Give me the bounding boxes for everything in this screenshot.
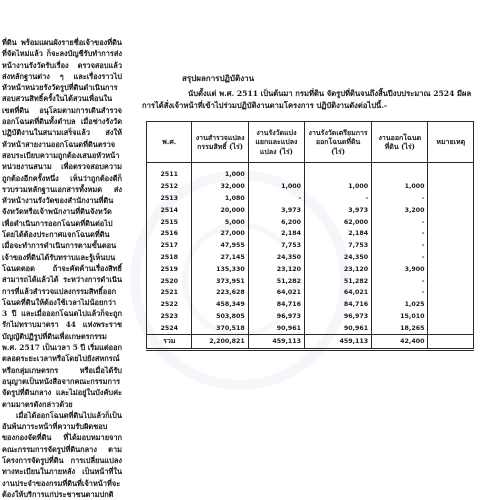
cell-remarks [428,287,474,299]
cell-year: 2512 [147,181,192,193]
cell-survey: 223,628 [192,287,248,299]
cell-survey: 135,330 [192,263,248,275]
cell-survey: 373,951 [192,275,248,287]
cell-remarks [428,263,474,275]
body-paragraph: ที่ดิน พร้อมแผนผังรายชื่อเจ้าของที่ดินที่จัดไหม่แล้ว ก็จะลงบัญชีรับทำการส่งหน้างานรังวัดรับเรื่อง ตรวจสอบแล้วส่งหลักฐานต่าง ๆ และเรื่องราวไปหัวหน้าหน่วยรังวัดรูปที่ดินดำเนินการ สอบสวนสิทธิ์ครั้งในได้สวนเพื่อนในเขตที่ดิน อนุโลมตามการเดินสำรวจออกโฉนดที่ดินทั้งตำบล เมื่อช่างรังวัดปฏิบัติงานในสนามเสร็จแล้ว ส่งให้หัวหน้าสายงานออกโฉนดที่ดินตรวจสอบระเบียบความถูกต้องเสนอหัวหน้าหน่วยงานสนาม เพื่อตรวจสอบความถูกต้องอีกครั้งหนึ่ง เห็นว่าถูกต้องดีก็รวบรวมหลักฐานเอกสารทั้งหมด ส่งหัวหน้างานรังวัดของสำนักงานที่ดินจังหวัดหรือเจ้าพนักงานที่ดินจังหวัดเพื่อดำเนินการออกโฉนดที่ดินต่อไป โดยได้ต้องประกาศแจกโฉนดที่ดิน เมื่อจะทำการดำเนินการตามขั้นตอนเจ้าของที่ดินได้รับทราบและรู้เห็นบนโฉนดตอด ถ้าจะคัดค้านเรื่องสิทธิ์สามารถได้แล้วได้ ระหว่างการดำเนินการที่แล้วสำรวจแปลงกรรมสิทธิ์ออกโฉนดที่ดินให้ต้องใช้เวลาไม่น้อยกว่า 3 ปี และเมื่อออกโฉนดไปแล้วก็จะถูกรักไม่ทราบมาตรา 44 แห่งพระราชบัญญัติปฏิรูปที่ดินเพื่อเกษตรกรรม พ.ศ. 2517 เป็นเวลา 5 ปี เริ่มแต่ออกตลอดระยะเวลาหรือโดยไปยังสหกรณ์ หรือกลุ่มเกษตรกร หรือเมื่อได้รับอนุญาตเป็นหนังสือจากคณะกรรมการจัดรูปที่ดินกลาง และไม่อยู่ในบังคับค่ะตามมาตรดังกล่าวด้วย [2,38,122,409]
cell-remarks [428,181,474,193]
table-row [147,263,474,275]
cell-year: 2520 [147,275,192,287]
cell-deed-prep: 96,973 [305,311,372,323]
cell-deed-issue: 1,000 [372,181,428,193]
cell-survey: 458,349 [192,299,248,311]
cell-year: 2522 [147,299,192,311]
header-subdivision: งานรังวัดแบ่งแยกและแปลงแปลง (ไร่) [248,122,304,163]
cell-deed-issue: - [372,228,428,240]
cell-deed-prep: 51,282 [305,275,372,287]
body-paragraph: เมื่อได้ออกโฉนดที่ดินไปแล้วก็เป็นอันพ้นภาระหน้าที่ความรับผิดชอบของกองจัดที่ดิน ที่ได้มอบหมายจากคณะกรรมการจัดรูปที่ดินกลาง ตามโครงการจัดรูปที่ดิน การเปลี่ยนแปลงทางทะเบียนในภายหลัง เป็นหน้าที่ในงานประจำของกรมที่ดินที่เจ้าหน้าที่จะต้องให้บริการแก่ประชาชนตามปกติ [2,410,122,499]
cell-deed-prep: 24,350 [305,252,372,264]
table-row [147,228,474,240]
cell-remarks [428,299,474,311]
cell-year: 2517 [147,240,192,252]
cell-survey: 27,000 [192,228,248,240]
cell-subdivision: 23,120 [248,263,304,275]
cell-deed-prep: 64,021 [305,287,372,299]
cell-survey: 5,000 [192,216,248,228]
cell-subdivision: 3,973 [248,204,304,216]
total-deed-prep: 459,113 [305,335,372,350]
cell-deed-issue: - [372,216,428,228]
cell-remarks [428,228,474,240]
header-survey: งานสำรวจแปลงกรรมสิทธิ์ (ไร่) [192,122,248,163]
table-row [147,181,474,193]
cell-survey: 370,518 [192,322,248,334]
table-row [147,163,474,181]
cell-subdivision: 6,200 [248,216,304,228]
cell-survey: 47,955 [192,240,248,252]
cell-year: 2521 [147,287,192,299]
results-table [146,121,474,351]
total-remarks [428,335,474,350]
header-deed-prep: งานรังวัดเตรียมการออกโฉนดที่ดิน (ไร่) [305,122,372,163]
cell-subdivision: 24,350 [248,252,304,264]
cell-deed-issue: 15,010 [372,311,428,323]
cell-year: 2519 [147,263,192,275]
cell-deed-issue: - [372,275,428,287]
cell-year: 2515 [147,216,192,228]
cell-deed-prep: 3,973 [305,204,372,216]
cell-deed-issue: - [372,240,428,252]
cell-deed-prep: 1,000 [305,181,372,193]
cell-subdivision: 96,973 [248,311,304,323]
cell-year: 2514 [147,204,192,216]
table-row [147,287,474,299]
cell-remarks [428,275,474,287]
cell-deed-prep [305,163,372,181]
header-remarks: หมายเหตุ [428,122,474,163]
cell-year: 2511 [147,163,192,181]
cell-year: 2513 [147,193,192,205]
summary-intro: นับตั้งแต่ พ.ศ. 2511 เป็นต้นมา กรมที่ดิน จัดรูปที่ดินจนถึงสิ้นปีงบประมาณ 2524 มีผลการได้สั่งเจ้าหน้าที่เข้าไปร่วมปฏิบัติงานตามโครงการ ปฏิบัติงานดังต่อไปนี้.- [142,89,472,110]
cell-deed-prep: 7,753 [305,240,372,252]
cell-survey: 503,805 [192,311,248,323]
table-row [147,216,474,228]
cell-deed-issue: - [372,252,428,264]
cell-deed-prep: 2,184 [305,228,372,240]
cell-year: 2516 [147,228,192,240]
cell-survey: 32,000 [192,181,248,193]
cell-deed-issue: 18,265 [372,322,428,334]
cell-survey: 1,080 [192,193,248,205]
total-deed-issue: 42,400 [372,335,428,350]
cell-survey: 27,145 [192,252,248,264]
cell-subdivision: 90,961 [248,322,304,334]
cell-deed-prep: 84,716 [305,299,372,311]
cell-deed-issue: 3,900 [372,263,428,275]
cell-remarks [428,193,474,205]
cell-deed-issue: - [372,287,428,299]
table-row [147,252,474,264]
cell-deed-prep: - [305,193,372,205]
cell-subdivision: 1,000 [248,181,304,193]
cell-subdivision: 64,021 [248,287,304,299]
header-deed-issue: งานออกโฉนดที่ดิน (ไร่) [372,122,428,163]
left-text-column [2,37,122,500]
header-year: พ.ศ. [147,122,192,163]
cell-subdivision: 2,184 [248,228,304,240]
cell-survey: 1,000 [192,163,248,181]
cell-deed-prep: 90,961 [305,322,372,334]
cell-survey: 20,000 [192,204,248,216]
cell-subdivision: - [248,193,304,205]
table-total-row [147,335,474,350]
table-row [147,311,474,323]
cell-subdivision: 51,282 [248,275,304,287]
summary-section [142,72,474,111]
cell-subdivision [248,163,304,181]
cell-year: 2524 [147,322,192,334]
cell-remarks [428,311,474,323]
cell-deed-issue: 1,025 [372,299,428,311]
cell-remarks [428,322,474,334]
cell-deed-issue [372,163,428,181]
table-header-row [147,122,474,163]
table-row [147,275,474,287]
total-subdivision: 459,113 [248,335,304,350]
cell-deed-issue: - [372,193,428,205]
total-year: รวม [147,335,192,350]
cell-subdivision: 84,716 [248,299,304,311]
cell-deed-prep: 23,120 [305,263,372,275]
table-row [147,299,474,311]
section-heading: สรุปผลการปฏิบัติงาน [182,73,255,83]
total-survey: 2,200,821 [192,335,248,350]
cell-remarks [428,163,474,181]
cell-remarks [428,204,474,216]
cell-deed-prep: 62,000 [305,216,372,228]
cell-subdivision: 7,753 [248,240,304,252]
cell-year: 2518 [147,252,192,264]
cell-remarks [428,252,474,264]
cell-year: 2523 [147,311,192,323]
table-row [147,322,474,334]
table-row [147,240,474,252]
cell-remarks [428,240,474,252]
table-row [147,193,474,205]
cell-remarks [428,216,474,228]
cell-deed-issue: 3,200 [372,204,428,216]
table-row [147,204,474,216]
